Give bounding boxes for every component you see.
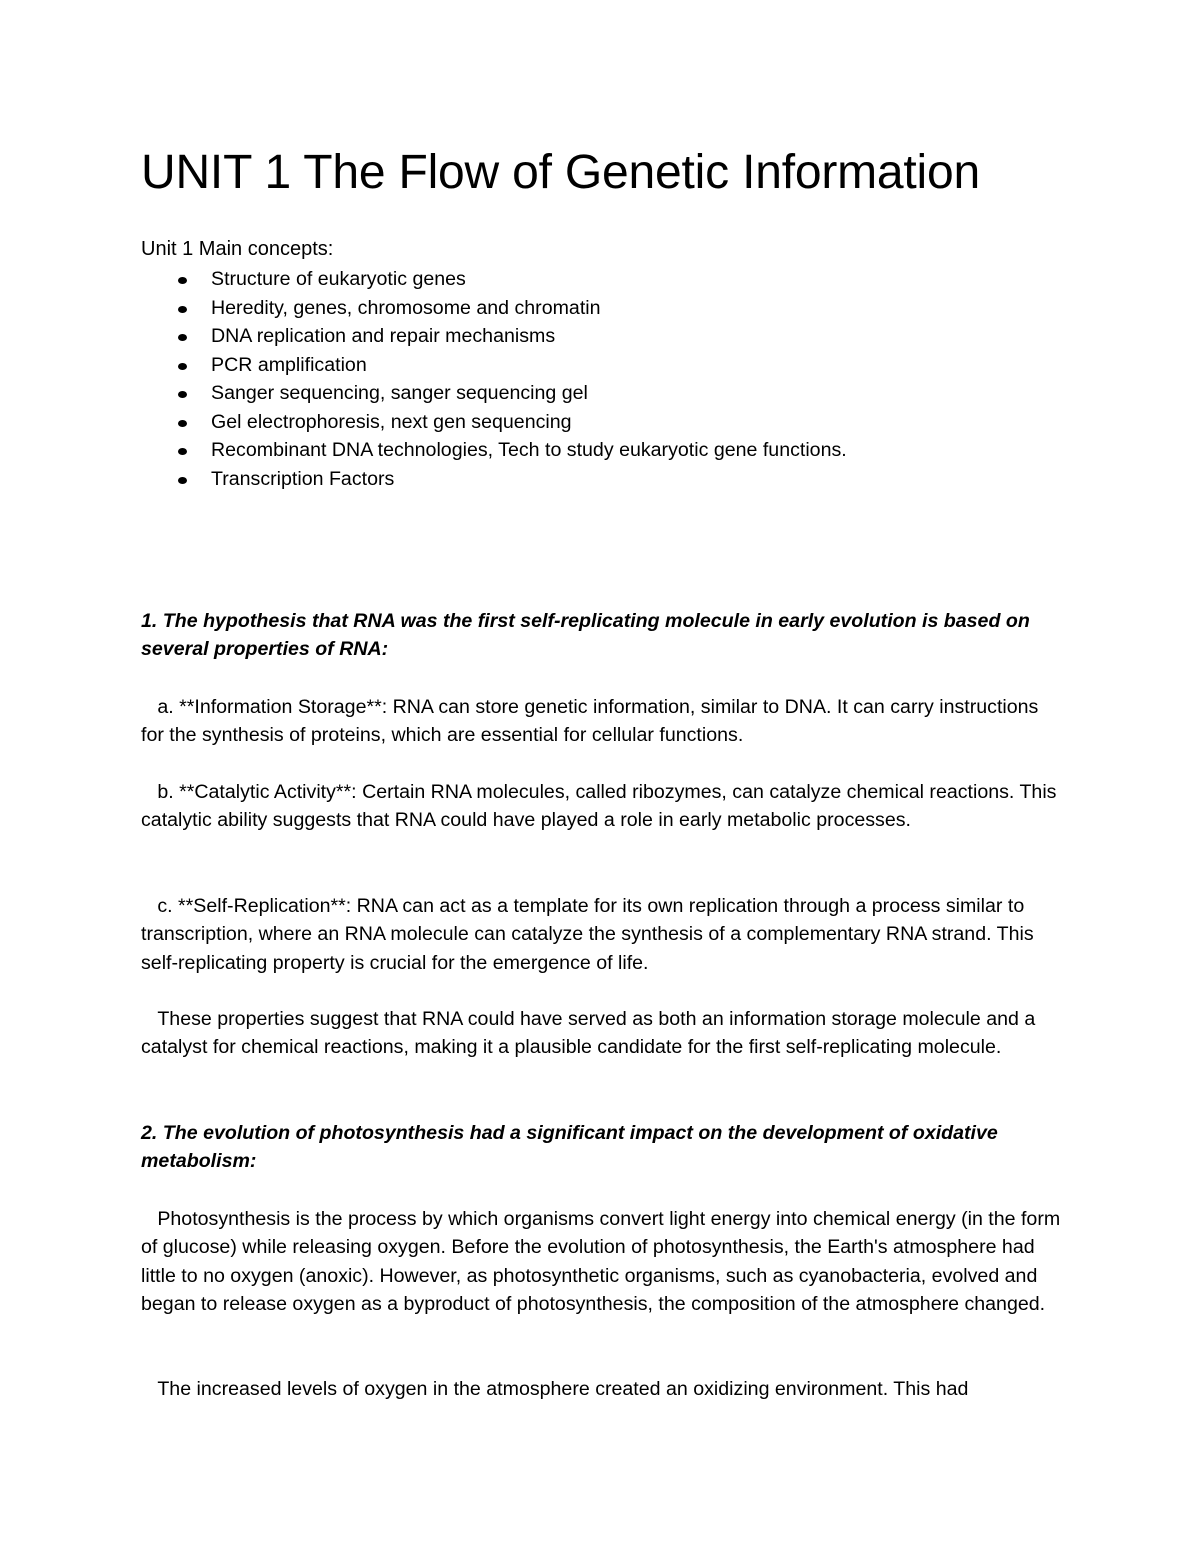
question-1-point-b: b. **Catalytic Activity**: Certain RNA molecules, called ribozymes, can catalyze chemical reactions. This catalytic ability suggests that RNA could have played a role in early metabolic processes. — [141, 781, 1062, 832]
bullet-icon — [178, 391, 187, 398]
list-item — [141, 408, 847, 437]
list-item-text: Gel electrophoresis, next gen sequencing — [211, 410, 572, 433]
bullet-icon — [178, 420, 187, 427]
list-item-text: Recombinant DNA technologies, Tech to study eukaryotic gene functions. — [211, 439, 847, 461]
question-1-summary: These properties suggest that RNA could have served as both an information storage molecule and a catalyst for chemical reactions, making it a plausible candidate for the first self-replicating molecule. — [141, 1008, 1041, 1059]
list-item-text: Heredity, genes, chromosome and chromatin — [211, 296, 601, 319]
list-item — [141, 294, 847, 323]
bullet-icon — [178, 306, 187, 313]
question-1-point-c: c. **Self-Replication**: RNA can act as a template for its own replication through a process similar to transcription, where an RNA molecule can catalyze the synthesis of a complementary RNA strand. This self-replicating property is crucial for the emergence of life. — [141, 895, 1040, 974]
question-2-heading: 2. The evolution of photosynthesis had a significant impact on the development of oxidative metabolism: — [141, 1122, 998, 1173]
document-title: UNIT 1 The Flow of Genetic Information — [141, 146, 980, 199]
list-item — [141, 322, 847, 351]
main-concepts-list — [141, 265, 847, 493]
question-1-point-a: a. **Information Storage**: RNA can store genetic information, similar to DNA. It can carry instructions for the synthesis of proteins, which are essential for cellular functions. — [141, 696, 1044, 747]
question-2-paragraph-1: Photosynthesis is the process by which organisms convert light energy into chemical energy (in the form of glucose) while releasing oxygen. Before the evolution of photosynthesis, the Earth's atmosphere had little to no oxygen (anoxic). However, as photosynthetic organisms, such as cyanobacteria, evolved and began to release oxygen as a byproduct of photosynthesis, the composition of the atmosphere changed. — [141, 1208, 1066, 1315]
list-item-text: Structure of eukaryotic genes — [211, 268, 466, 290]
list-item-text: Transcription Factors — [211, 467, 395, 490]
list-item-text: Sanger sequencing, sanger sequencing gel — [211, 382, 588, 404]
bullet-icon — [178, 448, 187, 455]
bullet-icon — [178, 363, 187, 370]
list-item — [141, 351, 847, 380]
list-item-text: PCR amplification — [211, 353, 367, 376]
bullet-icon — [178, 334, 187, 341]
question-2-paragraph-2: The increased levels of oxygen in the atmosphere created an oxidizing environment. This had — [141, 1378, 969, 1400]
bullet-icon — [178, 477, 187, 484]
list-item — [141, 379, 847, 408]
list-item — [141, 265, 847, 294]
list-item-text: DNA replication and repair mechanisms — [211, 325, 556, 347]
bullet-icon — [178, 277, 187, 284]
list-item — [141, 465, 847, 494]
question-1-heading: 1. The hypothesis that RNA was the first self-replicating molecule in early evolution is based on several properties of RNA: — [141, 610, 1030, 661]
main-concepts-label: Unit 1 Main concepts: — [141, 238, 334, 260]
list-item — [141, 436, 847, 465]
